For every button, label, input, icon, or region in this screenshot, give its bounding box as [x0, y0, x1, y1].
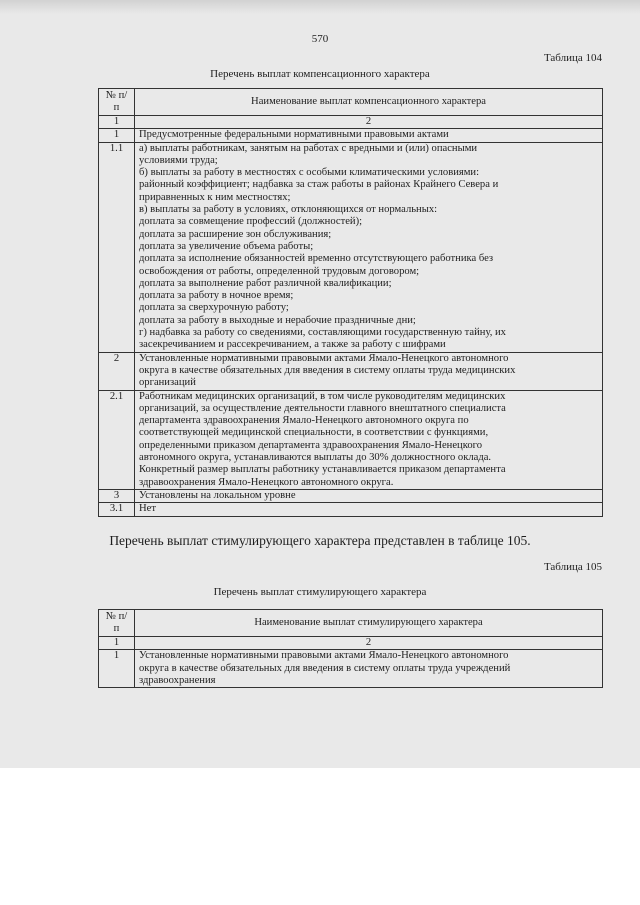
table-104-title: Перечень выплат компенсационного характера: [210, 68, 430, 80]
row-text: [135, 503, 603, 516]
table-row: [99, 489, 603, 502]
row-line: здравоохранения Ямало-Ненецкого автономного округа.: [139, 476, 394, 488]
table-header-row: [99, 89, 603, 116]
row-line: районный коэффициент; надбавка за стаж работы в районах Крайнего Севера и: [139, 179, 499, 191]
row-line: доплата за исполнение обязанностей временно отсутствующего работника без: [139, 253, 494, 265]
row-number: 3: [99, 489, 135, 502]
scan-shadow: [0, 0, 640, 14]
header-num-cell: № п/п: [99, 610, 135, 637]
row-text: [135, 650, 603, 688]
header-name-cell: Наименование выплат стимулирующего характера: [135, 610, 603, 637]
row-line: условиями труда;: [139, 154, 218, 166]
row-line: доплата за работу в выходные и нерабочие праздничные дни;: [139, 314, 416, 326]
row-line: округа в качестве обязательных для введения в систему оплаты труда медицинских: [139, 364, 516, 376]
row-line: организаций: [139, 377, 196, 389]
table-104: [98, 88, 603, 517]
row-line: Конкретный размер выплаты работнику устанавливается приказом департамента: [139, 464, 506, 476]
row-line: доплата за сверхурочную работу;: [139, 302, 289, 314]
row-text: [135, 352, 603, 390]
column-number-2: 2: [135, 116, 603, 129]
row-line: в) выплаты за работу в условиях, отклоняющихся от нормальных:: [139, 204, 438, 216]
table-row: [99, 129, 603, 142]
row-number: 3.1: [99, 503, 135, 516]
row-line: г) надбавка за работу со сведениями, составляющими государственную тайну, их: [139, 327, 506, 339]
row-line: здравоохранения: [139, 674, 216, 686]
table-row: [99, 650, 603, 688]
row-line: округа в качестве обязательных для введения в систему оплаты труда учреждений: [139, 662, 511, 674]
column-number-1: 1: [99, 637, 135, 650]
row-text: [135, 390, 603, 489]
row-line: Предусмотренные федеральными нормативными правовыми актами: [139, 129, 449, 141]
row-line: доплата за работу в ночное время;: [139, 290, 294, 302]
table-row: [99, 390, 603, 489]
row-line: б) выплаты за работу в местностях с особыми климатическими условиями:: [139, 167, 480, 179]
table-header-row: [99, 610, 603, 637]
row-line: приравненных к ним местностях;: [139, 191, 291, 203]
row-line: освобождения от работы, определенной трудовым договором;: [139, 265, 420, 277]
column-number-2: 2: [135, 637, 603, 650]
row-text: [135, 129, 603, 142]
table-105-label: Таблица 105: [543, 561, 602, 573]
row-number: 1: [99, 129, 135, 142]
column-number-row: [99, 637, 603, 650]
row-line: Нет: [139, 503, 156, 515]
row-line: организаций, за осуществление деятельности главного внештатного специалиста: [139, 402, 506, 414]
row-line: соответствующей медицинской специальности, в соответствии с функциями,: [139, 427, 489, 439]
table-row: [99, 503, 603, 516]
intro-paragraph: Перечень выплат стимулирующего характера представлен в таблице 105.: [109, 533, 531, 548]
row-line: доплата за расширение зон обслуживания;: [139, 228, 332, 240]
table-104-label: Таблица 104: [543, 52, 602, 64]
row-number: 2.1: [99, 390, 135, 489]
row-line: а) выплаты работникам, занятым на работах с вредными и (или) опасными: [139, 142, 478, 154]
row-line: Установленные нормативными правовыми актами Ямало-Ненецкого автономного: [139, 650, 509, 662]
row-line: Установленные нормативными правовыми актами Ямало-Ненецкого автономного: [139, 352, 509, 364]
page-number: 570: [311, 33, 329, 45]
row-text: [135, 142, 603, 352]
row-line: доплата за увеличение объема работы;: [139, 240, 314, 252]
row-line: автономного округа, устанавливаются выплаты до 30% должностного оклада.: [139, 452, 492, 464]
table-105-title: Перечень выплат стимулирующего характера: [213, 586, 427, 598]
column-number-row: [99, 116, 603, 129]
table-105: [98, 609, 603, 688]
header-num-cell: № п/п: [99, 89, 135, 116]
row-line: Работникам медицинских организаций, в том числе руководителям медицинских: [139, 390, 506, 402]
row-number: 1.1: [99, 142, 135, 352]
header-name-cell: Наименование выплат компенсационного характера: [135, 89, 603, 116]
row-text: [135, 489, 603, 502]
row-line: доплата за совмещение профессий (должностей);: [139, 216, 363, 228]
table-row: [99, 352, 603, 390]
row-number: 1: [99, 650, 135, 688]
row-line: департамента здравоохранения Ямало-Ненецкого автономного округа по: [139, 415, 469, 427]
row-line: доплата за выполнение работ различной квалификации;: [139, 277, 392, 289]
table-row: [99, 142, 603, 352]
row-line: определенными приказом департамента здравоохранения Ямало-Ненецкого: [139, 439, 482, 451]
row-number: 2: [99, 352, 135, 390]
column-number-1: 1: [99, 116, 135, 129]
row-line: Установлены на локальном уровне: [139, 489, 296, 501]
row-line: засекречиванием и рассекречиванием, а также за работу с шифрами: [139, 339, 446, 351]
